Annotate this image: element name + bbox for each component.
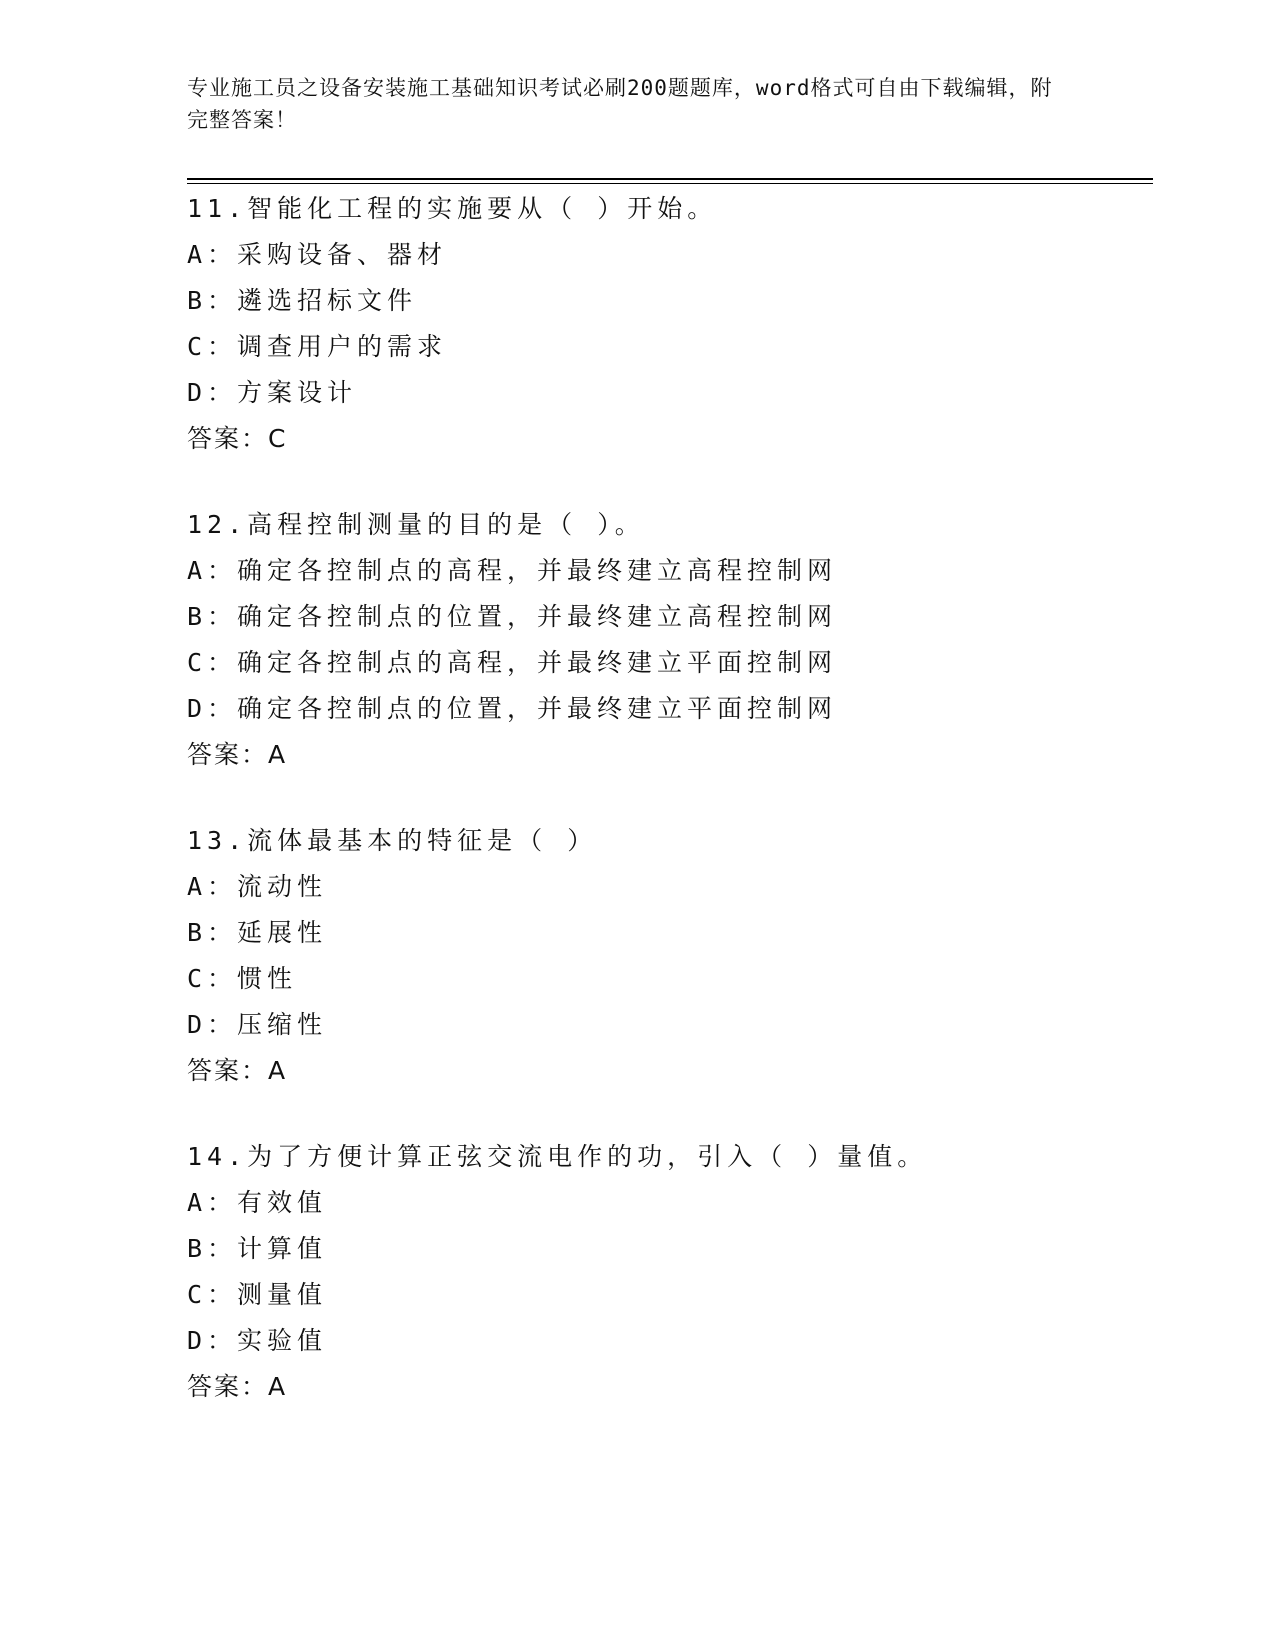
question-stem: 14.为了方便计算正弦交流电作的功，引入（ ）量值。 bbox=[187, 1142, 928, 1171]
option-b: B：遴选招标文件 bbox=[187, 286, 418, 315]
question-stem: 13.流体最基本的特征是（ ） bbox=[187, 826, 598, 855]
option-c: C：惯性 bbox=[187, 964, 298, 993]
answer-line: 答案：A bbox=[187, 1056, 288, 1085]
question-list bbox=[187, 186, 1147, 1450]
answer-line: 答案：C bbox=[187, 424, 288, 453]
option-b: B：计算值 bbox=[187, 1234, 328, 1263]
option-a: A：确定各控制点的高程，并最终建立高程控制网 bbox=[187, 556, 838, 585]
option-a: A：采购设备、器材 bbox=[187, 240, 448, 269]
question-stem: 12.高程控制测量的目的是（ ）。 bbox=[187, 510, 645, 539]
option-c: C：测量值 bbox=[187, 1280, 328, 1309]
option-b: B：确定各控制点的位置，并最终建立高程控制网 bbox=[187, 602, 838, 631]
option-d: D：方案设计 bbox=[187, 378, 358, 407]
option-d: D：实验值 bbox=[187, 1326, 328, 1355]
option-b: B：延展性 bbox=[187, 918, 328, 947]
question-13 bbox=[187, 818, 1147, 1094]
header-divider-thick bbox=[187, 178, 1153, 180]
option-c: C：调查用户的需求 bbox=[187, 332, 448, 361]
option-a: A：流动性 bbox=[187, 872, 328, 901]
option-a: A：有效值 bbox=[187, 1188, 328, 1217]
answer-line: 答案：A bbox=[187, 740, 288, 769]
document-title: 专业施工员之设备安装施工基础知识考试必刷200题题库，word格式可自由下载编辑，附完整答案！ bbox=[187, 76, 1053, 132]
question-11 bbox=[187, 186, 1147, 462]
question-stem: 11.智能化工程的实施要从（ ）开始。 bbox=[187, 194, 718, 223]
option-d: D：压缩性 bbox=[187, 1010, 328, 1039]
answer-line: 答案：A bbox=[187, 1372, 288, 1401]
option-c: C：确定各控制点的高程，并最终建立平面控制网 bbox=[187, 648, 838, 677]
option-d: D：确定各控制点的位置，并最终建立平面控制网 bbox=[187, 694, 838, 723]
question-14 bbox=[187, 1134, 1147, 1410]
header-divider-thin bbox=[187, 183, 1153, 184]
question-12 bbox=[187, 502, 1147, 778]
